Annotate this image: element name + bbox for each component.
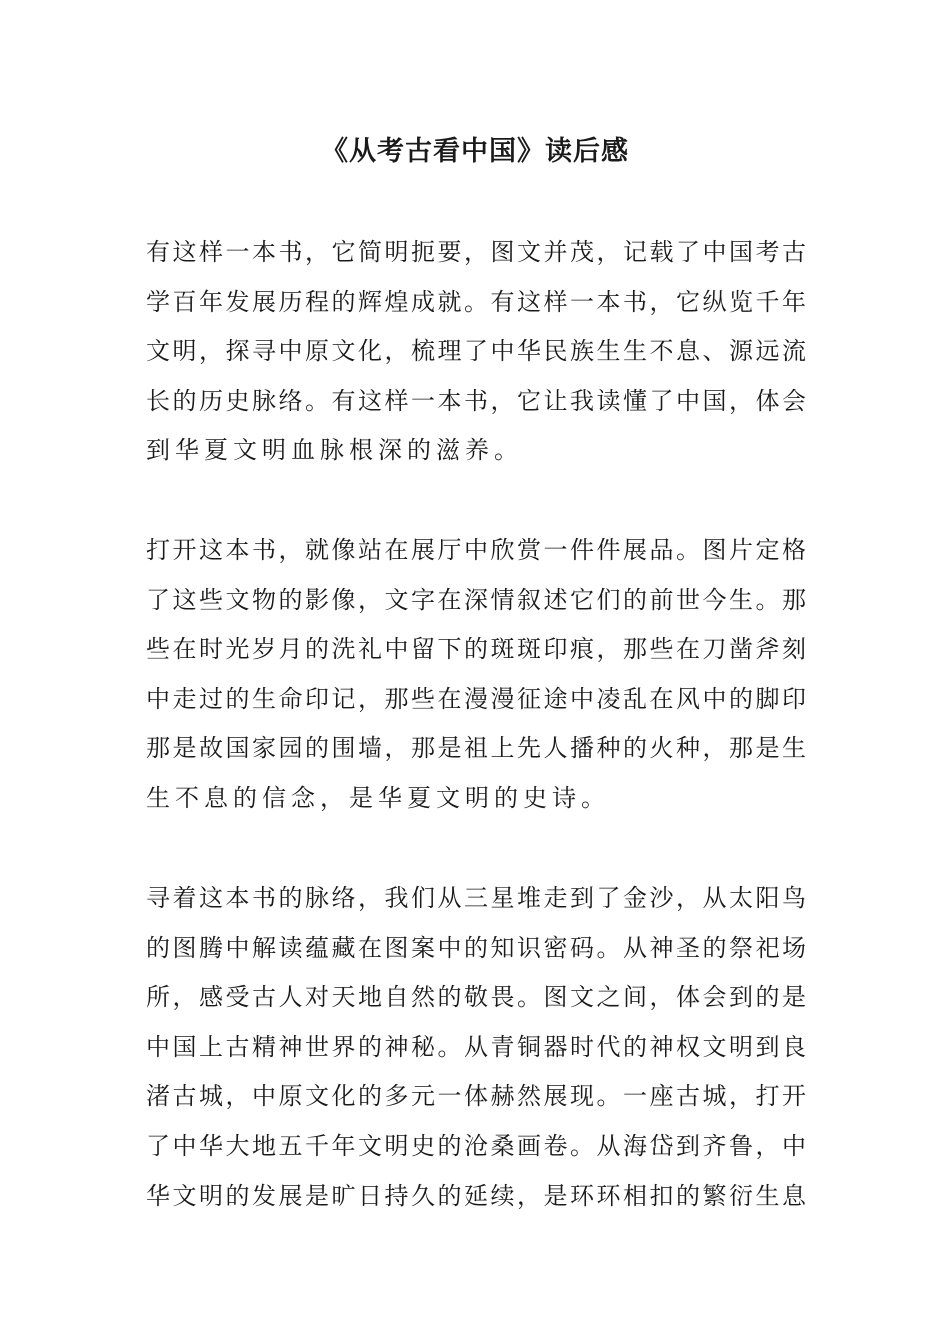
text-line: 打开这本书，就像站在展厅中欣赏一件件展品。图片定格 bbox=[146, 536, 806, 564]
paragraph-3 bbox=[146, 874, 806, 1221]
text-line: 渚古城，中原文化的多元一体赫然展现。一座古城，打开 bbox=[146, 1082, 806, 1111]
text-line: 寻着这本书的脉络，我们从三星堆走到了金沙，从太阳鸟 bbox=[146, 884, 806, 912]
text-line: 学百年发展历程的辉煌成就。有这样一本书，它纵览千年 bbox=[146, 287, 806, 316]
text-line: 到华夏文明血脉根深的滋养。 bbox=[146, 436, 523, 465]
text-line: 的图腾中解读蕴藏在图案中的知识密码。从神圣的祭祀场 bbox=[146, 933, 806, 962]
text-line: 有这样一本书，它简明扼要，图文并茂，记载了中国考古 bbox=[146, 238, 806, 266]
text-line: 些在时光岁月的洗礼中留下的斑斑印痕，那些在刀凿斧刻 bbox=[146, 635, 806, 664]
text-line: 长的历史脉络。有这样一本书，它让我读懂了中国，体会 bbox=[146, 386, 806, 415]
text-line: 华文明的发展是旷日持久的延续，是环环相扣的繁衍生息 bbox=[146, 1181, 806, 1210]
text-line: 中走过的生命印记，那些在漫漫征途中凌乱在风中的脚印 bbox=[146, 684, 806, 713]
text-line: 中国上古精神世界的神秘。从青铜器时代的神权文明到良 bbox=[146, 1032, 806, 1061]
text-line: 所，感受古人对天地自然的敬畏。图文之间，体会到的是 bbox=[146, 983, 806, 1012]
text-line: 了这些文物的影像，文字在深情叙述它们的前世今生。那 bbox=[146, 585, 806, 614]
text-line: 生不息的信念，是华夏文明的史诗。 bbox=[146, 783, 610, 812]
document-title: 《从考古看中国》读后感 bbox=[321, 136, 629, 167]
text-line: 那是故国家园的围墙，那是祖上先人播种的火种，那是生 bbox=[146, 734, 806, 763]
text-line: 了中华大地五千年文明史的沧桑画卷。从海岱到齐鲁，中 bbox=[146, 1131, 806, 1160]
text-line: 文明，探寻中原文化，梳理了中华民族生生不息、源远流 bbox=[146, 337, 806, 366]
paragraph-2 bbox=[146, 526, 806, 824]
paragraph-1 bbox=[146, 228, 806, 476]
